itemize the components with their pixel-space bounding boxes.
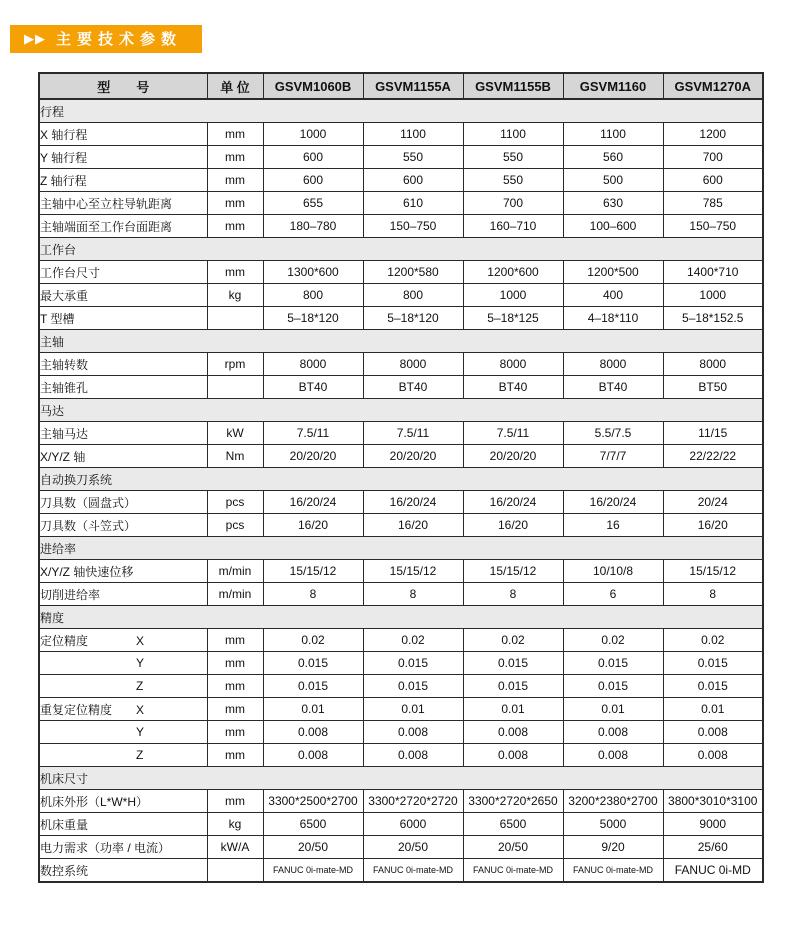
value-cell: 16/20/24 bbox=[363, 491, 463, 514]
unit-cell bbox=[207, 376, 263, 399]
precision-group-label: 重复定位精度 bbox=[40, 702, 113, 717]
value-cell: 0.015 bbox=[363, 652, 463, 675]
value-cell: 1000 bbox=[463, 284, 563, 307]
value-cell: 0.015 bbox=[563, 675, 663, 698]
value-cell: 20/20/20 bbox=[263, 445, 363, 468]
column-header-gsvm1060b: GSVM1060B bbox=[263, 73, 363, 99]
column-header-gsvm1155a: GSVM1155A bbox=[363, 73, 463, 99]
unit-cell: mm bbox=[207, 169, 263, 192]
section-title: 主轴 bbox=[39, 330, 763, 353]
spec-row bbox=[39, 445, 763, 468]
unit-cell: mm bbox=[207, 675, 263, 698]
unit-cell: m/min bbox=[207, 583, 263, 606]
value-cell: BT40 bbox=[363, 376, 463, 399]
value-cell: 1100 bbox=[363, 123, 463, 146]
value-cell: 0.015 bbox=[463, 652, 563, 675]
value-cell: 10/10/8 bbox=[563, 560, 663, 583]
value-cell: 0.02 bbox=[463, 629, 563, 652]
value-cell: 8 bbox=[263, 583, 363, 606]
spec-row bbox=[39, 146, 763, 169]
spec-label-cell: X 轴行程 bbox=[39, 123, 207, 146]
spec-label-cell: 工作台尺寸 bbox=[39, 261, 207, 284]
spec-row bbox=[39, 514, 763, 537]
unit-cell: mm bbox=[207, 123, 263, 146]
value-cell: 9000 bbox=[663, 813, 763, 836]
spec-label-cell bbox=[39, 698, 207, 721]
value-cell: 3200*2380*2700 bbox=[563, 790, 663, 813]
spec-label-cell: 主轴端面至工作台面距离 bbox=[39, 215, 207, 238]
value-cell: 16/20 bbox=[463, 514, 563, 537]
value-cell: 630 bbox=[563, 192, 663, 215]
spec-label-cell: T 型槽 bbox=[39, 307, 207, 330]
section-title: 自动换刀系统 bbox=[39, 468, 763, 491]
spec-label-cell: 主轴中心至立柱导轨距离 bbox=[39, 192, 207, 215]
value-cell: 16/20 bbox=[663, 514, 763, 537]
value-cell: 15/15/12 bbox=[463, 560, 563, 583]
section-row bbox=[39, 767, 763, 790]
precision-group-label: 定位精度 bbox=[40, 633, 89, 648]
value-cell: 15/15/12 bbox=[263, 560, 363, 583]
unit-cell: mm bbox=[207, 721, 263, 744]
value-cell: 6500 bbox=[463, 813, 563, 836]
value-cell: 0.008 bbox=[463, 744, 563, 767]
value-cell: 150–750 bbox=[663, 215, 763, 238]
value-cell: 11/15 bbox=[663, 422, 763, 445]
column-header-model: 型 号 bbox=[39, 73, 207, 99]
spec-label-cell bbox=[39, 744, 207, 767]
column-header-gsvm1270a: GSVM1270A bbox=[663, 73, 763, 99]
value-cell: 500 bbox=[563, 169, 663, 192]
value-cell: 0.015 bbox=[263, 652, 363, 675]
value-cell: 3300*2500*2700 bbox=[263, 790, 363, 813]
value-cell: 600 bbox=[363, 169, 463, 192]
value-cell: 6 bbox=[563, 583, 663, 606]
spec-table bbox=[38, 72, 764, 883]
section-row bbox=[39, 606, 763, 629]
value-cell: 5000 bbox=[563, 813, 663, 836]
value-cell: 0.02 bbox=[263, 629, 363, 652]
banner-title: 主要技术参数 bbox=[56, 31, 183, 48]
value-cell: 20/20/20 bbox=[463, 445, 563, 468]
value-cell: 7.5/11 bbox=[363, 422, 463, 445]
value-cell: 0.008 bbox=[363, 744, 463, 767]
value-cell: 16/20 bbox=[263, 514, 363, 537]
value-cell: 655 bbox=[263, 192, 363, 215]
value-cell: FANUC 0i-MD bbox=[663, 859, 763, 883]
value-cell: 16 bbox=[563, 514, 663, 537]
section-title: 进给率 bbox=[39, 537, 763, 560]
value-cell: 0.015 bbox=[663, 652, 763, 675]
value-cell: BT40 bbox=[463, 376, 563, 399]
spec-label-cell: 主轴锥孔 bbox=[39, 376, 207, 399]
value-cell: 22/22/22 bbox=[663, 445, 763, 468]
spec-label-cell: Y 轴行程 bbox=[39, 146, 207, 169]
unit-cell: mm bbox=[207, 790, 263, 813]
value-cell: 800 bbox=[363, 284, 463, 307]
spec-row bbox=[39, 698, 763, 721]
spec-row bbox=[39, 790, 763, 813]
value-cell: 1100 bbox=[463, 123, 563, 146]
value-cell: 1000 bbox=[263, 123, 363, 146]
precision-axis-label: Z bbox=[136, 748, 144, 762]
value-cell: 8 bbox=[463, 583, 563, 606]
unit-cell: mm bbox=[207, 192, 263, 215]
value-cell: 1200*600 bbox=[463, 261, 563, 284]
value-cell: 8 bbox=[363, 583, 463, 606]
section-title: 行程 bbox=[39, 99, 763, 123]
double-arrow-icon: ▶▶ bbox=[24, 31, 46, 46]
spec-row bbox=[39, 652, 763, 675]
unit-cell bbox=[207, 307, 263, 330]
value-cell: 3800*3010*3100 bbox=[663, 790, 763, 813]
value-cell: 6000 bbox=[363, 813, 463, 836]
value-cell: 5–18*120 bbox=[363, 307, 463, 330]
value-cell: 0.01 bbox=[463, 698, 563, 721]
unit-cell: mm bbox=[207, 629, 263, 652]
value-cell: 0.015 bbox=[263, 675, 363, 698]
spec-label-cell: 主轴马达 bbox=[39, 422, 207, 445]
value-cell: BT50 bbox=[663, 376, 763, 399]
value-cell: 3300*2720*2720 bbox=[363, 790, 463, 813]
value-cell: 0.008 bbox=[663, 721, 763, 744]
spec-table-header bbox=[39, 73, 763, 99]
value-cell: 5–18*125 bbox=[463, 307, 563, 330]
section-row bbox=[39, 238, 763, 261]
value-cell: FANUC 0i-mate-MD bbox=[363, 859, 463, 883]
value-cell: 1300*600 bbox=[263, 261, 363, 284]
unit-cell: mm bbox=[207, 215, 263, 238]
value-cell: 400 bbox=[563, 284, 663, 307]
value-cell: 8000 bbox=[363, 353, 463, 376]
unit-cell: kW bbox=[207, 422, 263, 445]
value-cell: 8000 bbox=[663, 353, 763, 376]
spec-label-cell: X/Y/Z 轴 bbox=[39, 445, 207, 468]
value-cell: 1100 bbox=[563, 123, 663, 146]
value-cell: FANUC 0i-mate-MD bbox=[563, 859, 663, 883]
value-cell: 6500 bbox=[263, 813, 363, 836]
spec-row bbox=[39, 422, 763, 445]
header-row bbox=[39, 73, 763, 99]
unit-cell: rpm bbox=[207, 353, 263, 376]
spec-row bbox=[39, 859, 763, 883]
value-cell: 700 bbox=[463, 192, 563, 215]
value-cell: 16/20 bbox=[363, 514, 463, 537]
value-cell: 5–18*152.5 bbox=[663, 307, 763, 330]
value-cell: 20/24 bbox=[663, 491, 763, 514]
spec-row bbox=[39, 813, 763, 836]
section-title: 机床尺寸 bbox=[39, 767, 763, 790]
value-cell: 600 bbox=[263, 146, 363, 169]
value-cell: 1400*710 bbox=[663, 261, 763, 284]
spec-label-cell bbox=[39, 652, 207, 675]
value-cell: 0.008 bbox=[563, 721, 663, 744]
value-cell: 0.008 bbox=[263, 744, 363, 767]
unit-cell: kg bbox=[207, 813, 263, 836]
value-cell: 5–18*120 bbox=[263, 307, 363, 330]
value-cell: 1200*500 bbox=[563, 261, 663, 284]
value-cell: 1200*580 bbox=[363, 261, 463, 284]
value-cell: 4–18*110 bbox=[563, 307, 663, 330]
unit-cell: mm bbox=[207, 261, 263, 284]
value-cell: 8000 bbox=[463, 353, 563, 376]
spec-row bbox=[39, 261, 763, 284]
column-header-unit: 单 位 bbox=[207, 73, 263, 99]
spec-row bbox=[39, 123, 763, 146]
value-cell: 8 bbox=[663, 583, 763, 606]
value-cell: 0.008 bbox=[463, 721, 563, 744]
unit-cell: kg bbox=[207, 284, 263, 307]
value-cell: 180–780 bbox=[263, 215, 363, 238]
value-cell: BT40 bbox=[563, 376, 663, 399]
value-cell: 0.01 bbox=[563, 698, 663, 721]
unit-cell: kW/A bbox=[207, 836, 263, 859]
spec-label-cell: 刀具数（圆盘式） bbox=[39, 491, 207, 514]
value-cell: 20/50 bbox=[463, 836, 563, 859]
spec-row bbox=[39, 215, 763, 238]
section-title: 精度 bbox=[39, 606, 763, 629]
unit-cell bbox=[207, 859, 263, 883]
value-cell: 20/50 bbox=[263, 836, 363, 859]
spec-label-cell: 电力需求（功率 / 电流） bbox=[39, 836, 207, 859]
spec-row bbox=[39, 491, 763, 514]
value-cell: 9/20 bbox=[563, 836, 663, 859]
value-cell: 0.008 bbox=[263, 721, 363, 744]
value-cell: 25/60 bbox=[663, 836, 763, 859]
precision-axis-label: Y bbox=[136, 656, 145, 670]
spec-label-cell: 最大承重 bbox=[39, 284, 207, 307]
unit-cell: m/min bbox=[207, 560, 263, 583]
value-cell: 20/20/20 bbox=[363, 445, 463, 468]
spec-row bbox=[39, 836, 763, 859]
section-row bbox=[39, 468, 763, 491]
value-cell: 150–750 bbox=[363, 215, 463, 238]
value-cell: 0.01 bbox=[663, 698, 763, 721]
value-cell: 560 bbox=[563, 146, 663, 169]
unit-cell: pcs bbox=[207, 514, 263, 537]
value-cell: 160–710 bbox=[463, 215, 563, 238]
precision-axis-label: Z bbox=[136, 679, 144, 693]
value-cell: 0.02 bbox=[563, 629, 663, 652]
spec-label-cell: 主轴转数 bbox=[39, 353, 207, 376]
section-row bbox=[39, 330, 763, 353]
spec-row bbox=[39, 169, 763, 192]
spec-table-body bbox=[39, 99, 763, 882]
value-cell: 0.02 bbox=[363, 629, 463, 652]
precision-axis-label: X bbox=[136, 633, 145, 648]
section-row bbox=[39, 537, 763, 560]
value-cell: 20/50 bbox=[363, 836, 463, 859]
value-cell: 5.5/7.5 bbox=[563, 422, 663, 445]
unit-cell: Nm bbox=[207, 445, 263, 468]
value-cell: 16/20/24 bbox=[263, 491, 363, 514]
spec-row bbox=[39, 376, 763, 399]
value-cell: FANUC 0i-mate-MD bbox=[263, 859, 363, 883]
spec-row bbox=[39, 744, 763, 767]
value-cell: 0.008 bbox=[663, 744, 763, 767]
value-cell: 7/7/7 bbox=[563, 445, 663, 468]
value-cell: 600 bbox=[263, 169, 363, 192]
unit-cell: mm bbox=[207, 652, 263, 675]
value-cell: 8000 bbox=[563, 353, 663, 376]
value-cell: 1200 bbox=[663, 123, 763, 146]
value-cell: 550 bbox=[463, 146, 563, 169]
spec-label-cell: 机床外形（L*W*H） bbox=[39, 790, 207, 813]
value-cell: 0.015 bbox=[563, 652, 663, 675]
value-cell: 785 bbox=[663, 192, 763, 215]
section-title: 工作台 bbox=[39, 238, 763, 261]
spec-row bbox=[39, 583, 763, 606]
spec-row bbox=[39, 675, 763, 698]
spec-row bbox=[39, 629, 763, 652]
value-cell: 0.008 bbox=[363, 721, 463, 744]
unit-cell: mm bbox=[207, 146, 263, 169]
value-cell: 610 bbox=[363, 192, 463, 215]
spec-row bbox=[39, 284, 763, 307]
value-cell: 600 bbox=[663, 169, 763, 192]
spec-label-cell: 刀具数（斗笠式） bbox=[39, 514, 207, 537]
unit-cell: mm bbox=[207, 698, 263, 721]
unit-cell: mm bbox=[207, 744, 263, 767]
value-cell: 800 bbox=[263, 284, 363, 307]
value-cell: 0.015 bbox=[463, 675, 563, 698]
spec-label-cell: 机床重量 bbox=[39, 813, 207, 836]
value-cell: 0.01 bbox=[263, 698, 363, 721]
value-cell: BT40 bbox=[263, 376, 363, 399]
spec-row bbox=[39, 721, 763, 744]
precision-axis-label: Y bbox=[136, 725, 145, 739]
spec-label-cell: Z 轴行程 bbox=[39, 169, 207, 192]
value-cell: 16/20/24 bbox=[563, 491, 663, 514]
value-cell: 0.015 bbox=[663, 675, 763, 698]
value-cell: 700 bbox=[663, 146, 763, 169]
precision-axis-label: X bbox=[136, 702, 145, 717]
value-cell: 15/15/12 bbox=[663, 560, 763, 583]
spec-label-cell bbox=[39, 629, 207, 652]
value-cell: 0.01 bbox=[363, 698, 463, 721]
value-cell: 0.02 bbox=[663, 629, 763, 652]
value-cell: 100–600 bbox=[563, 215, 663, 238]
section-banner bbox=[10, 25, 202, 53]
spec-row bbox=[39, 307, 763, 330]
value-cell: 550 bbox=[463, 169, 563, 192]
value-cell: 8000 bbox=[263, 353, 363, 376]
spec-label-cell: 切削进给率 bbox=[39, 583, 207, 606]
spec-label-cell: 数控系统 bbox=[39, 859, 207, 883]
value-cell: 1000 bbox=[663, 284, 763, 307]
value-cell: 3300*2720*2650 bbox=[463, 790, 563, 813]
spec-label-cell: X/Y/Z 轴快速位移 bbox=[39, 560, 207, 583]
value-cell: 550 bbox=[363, 146, 463, 169]
column-header-gsvm1155b: GSVM1155B bbox=[463, 73, 563, 99]
spec-row bbox=[39, 353, 763, 376]
value-cell: 15/15/12 bbox=[363, 560, 463, 583]
column-header-gsvm1160: GSVM1160 bbox=[563, 73, 663, 99]
value-cell: FANUC 0i-mate-MD bbox=[463, 859, 563, 883]
value-cell: 0.015 bbox=[363, 675, 463, 698]
spec-label-cell bbox=[39, 675, 207, 698]
section-row bbox=[39, 399, 763, 422]
spec-row bbox=[39, 560, 763, 583]
spec-row bbox=[39, 192, 763, 215]
value-cell: 7.5/11 bbox=[263, 422, 363, 445]
value-cell: 7.5/11 bbox=[463, 422, 563, 445]
section-row bbox=[39, 99, 763, 123]
value-cell: 16/20/24 bbox=[463, 491, 563, 514]
unit-cell: pcs bbox=[207, 491, 263, 514]
section-title: 马达 bbox=[39, 399, 763, 422]
spec-label-cell bbox=[39, 721, 207, 744]
value-cell: 0.008 bbox=[563, 744, 663, 767]
